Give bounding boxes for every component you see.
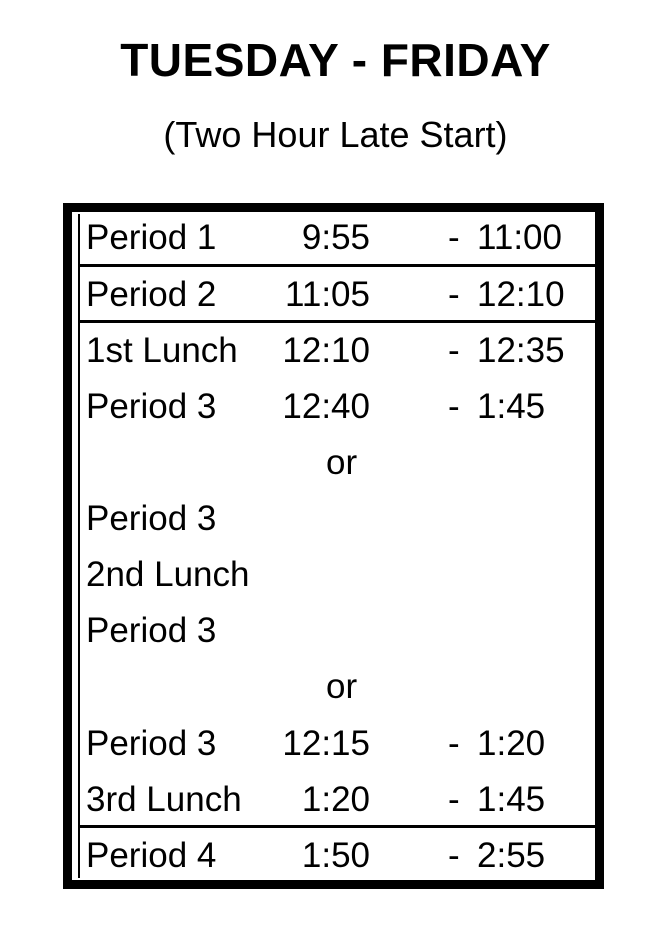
or-separator-text: or <box>326 667 358 706</box>
row-start-time: 11:05 <box>285 275 370 314</box>
row-label: Period 1 <box>86 218 217 257</box>
row-start-time: 12:15 <box>282 724 370 763</box>
schedule-row-period-3 <box>86 379 596 435</box>
row-start-time: 1:50 <box>301 836 370 875</box>
row-end-time: 1:20 <box>477 724 546 763</box>
row-start-time: 1:20 <box>301 780 370 819</box>
schedule-or-separator <box>86 659 596 715</box>
row-end-time: 1:45 <box>477 780 546 819</box>
schedule-row-period-3 <box>86 491 596 547</box>
row-label: 2nd Lunch <box>86 555 250 594</box>
schedule-row-period-4 <box>86 828 596 884</box>
row-start-time: 12:10 <box>282 331 370 370</box>
row-label: Period 4 <box>86 836 217 875</box>
row-end-time: 12:10 <box>477 275 565 314</box>
schedule-or-separator <box>86 435 596 491</box>
or-separator-text: or <box>326 443 358 482</box>
row-dash: - <box>448 387 460 426</box>
row-label: 3rd Lunch <box>86 780 242 819</box>
page-subtitle: (Two Hour Late Start) <box>163 114 508 155</box>
row-end-time: 1:45 <box>477 387 546 426</box>
row-dash: - <box>448 724 460 763</box>
schedule-row-1st-lunch <box>86 323 596 379</box>
row-dash: - <box>448 836 460 875</box>
row-dash: - <box>448 780 460 819</box>
row-dash: - <box>448 218 460 257</box>
row-dash: - <box>448 275 460 314</box>
row-label: Period 3 <box>86 499 217 538</box>
row-label: Period 3 <box>86 387 217 426</box>
schedule-row-period-3 <box>86 716 596 772</box>
row-start-time: 9:55 <box>301 218 370 257</box>
row-label: Period 3 <box>86 611 217 650</box>
schedule-row-period-3 <box>86 603 596 659</box>
schedule-row-3rd-lunch <box>86 772 596 828</box>
row-label: Period 3 <box>86 724 217 763</box>
row-start-time: 12:40 <box>282 387 370 426</box>
schedule-row-period-1 <box>86 210 596 266</box>
schedule-table <box>63 203 604 889</box>
page-title: TUESDAY - FRIDAY <box>120 34 551 86</box>
row-dash: - <box>448 331 460 370</box>
schedule-row-period-2 <box>86 267 596 323</box>
row-label: Period 2 <box>86 275 217 314</box>
row-end-time: 11:00 <box>477 218 562 257</box>
row-end-time: 2:55 <box>477 836 546 875</box>
schedule-row-2nd-lunch <box>86 547 596 603</box>
row-label: 1st Lunch <box>86 331 238 370</box>
row-end-time: 12:35 <box>477 331 565 370</box>
